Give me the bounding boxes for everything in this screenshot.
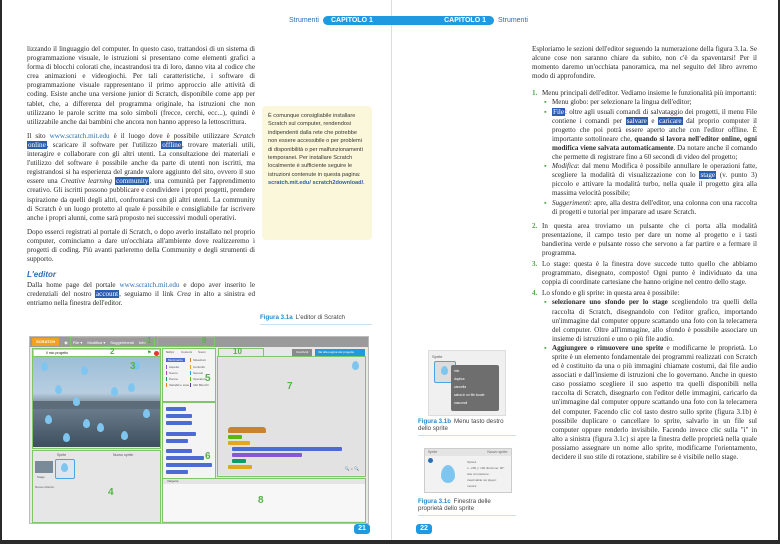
note-text: È comunque consigliabile installare Scratch sul computer, rendendosi indipendenti dalla rete che potrebbe non essere accessibile o per problemi di disponibilità o per malfunzionamenti temporanei. Per installare Scratch localmente è sufficiente seguire le istruzioni contenute in questa pagina:	[268, 113, 363, 178]
area-4-box	[32, 450, 161, 523]
book-spread	[2, 0, 778, 540]
text-run: : apre, alla destra dell'editor, una colonna con una raccolta di progetti e tutorial per imparare ad usare Scratch.	[552, 198, 757, 216]
text-run: e dopo aver inserito le credenziali del nostro	[27, 281, 255, 299]
scratch-link[interactable]: www.scratch.mit.edu	[49, 131, 110, 140]
sprite-context-menu-figure	[428, 350, 506, 416]
list-text: Lo sfondo e gli sprite: in questa area è possibile:	[542, 289, 680, 298]
properties-title: Sprite	[428, 450, 438, 454]
text-run: , una comunità per l'apprendimento creativo. Gli iscritti possono pubblicare e condividere i propri progetti, prendere ispirazione da quelli degli altri, confrontarsi con gli altri utenti. La community di Scratch è un luogo protetto al quale è possibile e consigliabile far iscrivere anche i propri alunni, come sarà proposto nei successivi moduli operativi.	[27, 177, 255, 222]
sub-list-item	[544, 298, 757, 343]
menu-suggerimenti: Suggerimenti	[110, 339, 134, 345]
zoom-controls-icon: 🔍 = 🔍	[344, 466, 359, 471]
page-gutter	[391, 0, 392, 540]
list-number: 3.	[532, 260, 538, 269]
area-number: 7	[287, 381, 293, 392]
list-item	[532, 289, 757, 462]
paragraph: Esploriamo le sezioni dell'editor seguendo la numerazione della figura 3.1a. Se alcune cose non saranno chiare da subito, non c'è da spaventarsi! Per il momento daremo un'occhiata panoramica, ma nel seguito del libro avremo modo di approfondire.	[532, 45, 757, 81]
show-option: mostra:	[467, 484, 478, 488]
sub-list-item	[544, 162, 757, 198]
list-text: In questa area troviamo un pulsante che ci porta alla modalità presentazione, il campo testo per dare un nome al progetto e i tasti bandierina verde e pulsante rosso che servono a far partire e a fermare il programma.	[542, 221, 757, 257]
text-run: : dal menu Modifica è possibile annullare le operazioni fatte, scegliere la modalità di visualizzazione con lo	[552, 162, 757, 180]
list-number: 4.	[532, 289, 538, 298]
new-sprite-label: Nuovo sprite:	[487, 450, 508, 454]
sprite-name-field: Sprite1	[467, 460, 477, 464]
info-icon	[428, 458, 433, 463]
sub-list-item: ▪ Menu globo: per selezionare la lingua dell'editor;	[544, 98, 757, 107]
menu-info: Info	[138, 339, 146, 345]
highlighted-term: caricare	[659, 116, 682, 125]
highlighted-term: File	[553, 107, 565, 116]
category-variabili: Variabili e Liste	[166, 383, 189, 387]
text-run: e modificarne le proprietà. Lo sprite è un elemento fondamentale dei programmi realizzati con Scratch ed è costituito da una o più immagini chiamate costumi, dai file audio associati e dall'insieme di istruzioni che lo governano. Anche in questo caso possiamo scegliere il suo aspetto tra quelli disponibili nella raccolta di Scratch, disegnarlo con l'editor delle immagini, caricarlo da un'immagine dal computer oppure scattando una foto con la telecamera del computer. Facendo clic col tasto destro sullo sprite (figura 3.1b) è possibile duplicare o cancellare lo sprite, salvarlo in un file sul computer oppure renderlo invisibile. Facendo invece clic sulla "i" in alto a sinistra (figura 3.1c) si apre la finestra delle proprietà nella quale possiamo assegnare un nome allo sprite, modificarne l'orientamento, decidere il suo stile di rotazione, stabilire se è visibile nello stage.	[552, 343, 757, 462]
text-run: Crea	[177, 290, 191, 299]
figure-caption-text: Finestra delle proprietà dello sprite	[418, 498, 491, 512]
paragraph	[27, 281, 255, 308]
context-menu-item: nascondi	[454, 401, 468, 405]
running-head-section: Strumenti	[289, 17, 319, 24]
sub-list-item	[544, 108, 757, 163]
tab-script: Script	[166, 350, 174, 354]
tab-costumi: Costumi	[181, 350, 193, 354]
green-flag-icon: ⚑	[147, 350, 152, 356]
text-run: scegliendolo tra quelli della raccolta di Scratch, disegnandolo con l'editor grafico, importando un'immagine dal computer oppure scattando una foto con la telecamera del computer. Oltre all'immagine, allo sfondo è possibile associare un insieme di istruzioni e uno o più file audio.	[552, 298, 758, 343]
list-number: 2.	[532, 221, 538, 230]
text-run: , scaricare il software per l'utilizzo	[46, 140, 162, 149]
area-number: 5	[205, 373, 211, 384]
highlighted-term: salvare	[626, 116, 647, 125]
menu-file: File ▾	[72, 339, 83, 345]
text-run: dal proprio computer il progetto che poi potrà essere aperto anche con l'editor offline. È importante sottolineare che,	[552, 116, 758, 143]
text-run: Il sito	[27, 131, 50, 140]
chapter-badge: CAPITOLO 1	[392, 16, 494, 25]
share-button: Condividi	[292, 349, 312, 356]
water-drop-icon	[441, 366, 448, 375]
text-run: : oltre agli usuali comandi di salvataggio dei progetti, il menu File contiene i comandi per	[552, 107, 757, 125]
text-run: e	[647, 116, 659, 125]
highlighted-term: offline	[162, 140, 181, 149]
download-link[interactable]: scratch.mit.edu/ scratch2download/	[268, 180, 364, 187]
page-number-left: 21	[354, 524, 370, 534]
text-run: Dalla home page del portale	[27, 281, 120, 290]
context-menu-item: info	[454, 369, 460, 373]
new-backdrop-label: Nuovo sfondo:	[35, 485, 55, 489]
sub-list	[544, 98, 757, 216]
note-box	[262, 106, 372, 240]
context-menu-item: duplica	[454, 377, 465, 381]
right-page-text	[532, 45, 757, 464]
sprites-label: Sprite	[57, 453, 67, 457]
figure-number: Figura 3.1a	[260, 314, 293, 321]
list-item	[532, 222, 757, 258]
page-number-right: 22	[416, 524, 432, 534]
figure-caption-3-1b	[418, 418, 516, 436]
area-number: 8	[258, 495, 264, 506]
scratch-editor-screenshot	[29, 336, 369, 524]
text-run: , trovare materiali utili, interagire e collaborare con gli altri utenti. La consultazione dei materiali e l'utilizzo del software è possibile anche da parte di utenti non iscritti, ma registrandosi si ha esperienza del grande valore aggiunto del sito, ovvero il suo essere una	[27, 140, 256, 186]
highlighted-term: community	[116, 177, 149, 186]
sprite-pane-title: Sprite	[432, 354, 443, 359]
bold-text: Aggiungere o rimuovere uno sprite	[552, 343, 664, 352]
category-sensori: Sensori	[190, 371, 203, 375]
bold-text: selezionare uno sfondo per lo stage	[552, 298, 668, 307]
running-head-section: Strumenti	[498, 17, 528, 24]
paragraph: lizzando il linguaggio del computer. In questo caso, trattandosi di un sistema di programmazione visuale, le istruzioni si presentano come elementi grafici a forma di blocchi colorati che, incastrandosi tra di loro, danno vita al codice che crea animazioni e videogiochi. Per tali caratteristiche, i software di programmazione visuale rappresentano il primo approccio alle attività di coding. Esiste anche una versione junior di Scratch, disponibile come app per tablet, che, a differenza del programma originale, ha istruzioni che non utilizzano le parole scritte ma solo simboli (frecce, cerchi, ecc...), quindi è utilizzabile anche dai bambini che ancora non hanno appreso la lettoscrittura.	[27, 45, 255, 126]
figure-number: Figura 3.1b	[418, 418, 452, 425]
text-run: Creative learning	[60, 177, 113, 186]
globe-icon: ◉	[64, 339, 68, 345]
scratch-logo: SCRATCH	[32, 338, 59, 346]
highlighted-term: stage	[700, 171, 716, 180]
text-run: , seguiamo il link	[119, 290, 178, 299]
list-item	[532, 260, 757, 287]
figure-caption-text: Menu tasto destro dello sprite	[418, 418, 504, 432]
rotation-style: stile di rotazione:	[467, 472, 490, 476]
area-number: 4	[108, 487, 114, 498]
paragraph	[27, 132, 255, 223]
area-7-box	[217, 356, 366, 477]
chapter-badge: CAPITOLO 1	[323, 16, 425, 25]
left-page-text	[27, 45, 255, 314]
note-text: .	[363, 180, 365, 187]
text-run: è il luogo dove è possibile utilizzare	[109, 131, 234, 140]
tab-suoni: Suoni	[198, 350, 206, 354]
category-operatori: Operatori	[190, 377, 206, 381]
paragraph: Dopo esserci registrati al portale di Scratch, o dopo averlo installato nel proprio computer, cominciamo a dare un'occhiata all'ambiente dove realizzeremo i progetti di coding. Più avanti parleremo della Community e degli strumenti di supporto.	[27, 227, 255, 264]
figure-caption-3-1a	[260, 314, 372, 325]
sprite-coords: x: -200 y: 100 direzione: 90°	[467, 466, 505, 470]
text-run: Scratch	[233, 131, 256, 140]
list-text: Menu principali dell'editor. Vediamo insieme le funzionalità più importanti:	[542, 89, 757, 98]
category-situazioni: Situazioni	[190, 358, 206, 362]
area-1-box	[70, 337, 155, 347]
section-heading: L'editor	[27, 270, 57, 280]
water-drop-icon	[441, 465, 455, 483]
text-run: (v. punto 3) piccolo e attivare la modalità turbo, nella quale il progetto gira alla massima velocità possibile;	[552, 171, 757, 198]
menu-modifica: Modifica ▾	[87, 339, 106, 345]
category-aspetto: Aspetto	[166, 365, 179, 369]
area-3-box	[32, 356, 161, 449]
context-menu-item: cancella	[454, 385, 467, 389]
category-penna: Penna	[166, 377, 178, 381]
area-number: 6	[205, 451, 211, 462]
area-8-box	[162, 478, 366, 523]
context-menu-item: salva in un file locale	[454, 393, 485, 397]
area-number: 9	[202, 336, 207, 345]
scratch-link[interactable]: www.scratch.mit.edu	[119, 281, 180, 290]
context-menu	[451, 365, 499, 411]
category-altri-blocchi: Altri Blocchi	[190, 383, 209, 387]
editor-sections-list	[532, 89, 757, 462]
running-head-right	[392, 16, 528, 25]
highlighted-term: account	[96, 290, 119, 299]
figure-caption-text: L'editor di Scratch	[295, 314, 346, 321]
bold-text: quando si lavora nell'editor online, ogni modifica viene salvata automaticamente	[552, 134, 758, 152]
sprite-properties-figure	[424, 448, 512, 493]
text-run: Modifica	[552, 162, 578, 171]
highlighted-term: online	[28, 140, 46, 149]
figure-caption-3-1c	[418, 498, 516, 516]
list-item	[532, 89, 757, 216]
draggable-option: trascinabile nel player:	[467, 478, 497, 482]
sub-list	[544, 298, 757, 462]
area-number: 1	[147, 336, 152, 345]
text-run: in alto a sinistra ed entriamo nella finestra dell'editor.	[27, 290, 255, 308]
area-number: 2	[110, 347, 115, 356]
stage-label: Stage	[37, 475, 45, 479]
category-movimento: Movimento	[168, 358, 183, 362]
sprite-properties	[467, 459, 504, 489]
properties-header	[425, 449, 511, 456]
text-run: Suggerimenti	[552, 198, 590, 207]
list-text: Lo stage: questa è la finestra dove succede tutto quello che abbiamo programmato, disegnato, composto! Ogni punto è individuato da una coppia di coordinate cartesiane che hanno origine nel centro dello stage.	[542, 260, 757, 287]
category-controllo: Controllo	[190, 365, 205, 369]
text-run: . Da notare anche il comando che permette di registrare fino a 60 secondi di video del progetto;	[552, 143, 757, 162]
list-number: 1.	[532, 89, 538, 98]
figure-number: Figura 3.1c	[418, 498, 451, 505]
project-title-field: Il mio progetto	[33, 349, 160, 357]
area-number: 10	[233, 347, 242, 356]
sub-list-item	[544, 199, 757, 217]
area-number: 3	[130, 361, 136, 372]
new-sprite-label: Nuovo sprite:	[113, 453, 134, 457]
backpack-label: Valigetta	[163, 479, 365, 484]
project-page-button: Vai alla pagina del progetto	[315, 349, 365, 356]
sub-list-item	[544, 344, 757, 462]
category-suono: Suono	[166, 371, 178, 375]
area-6-box	[162, 402, 216, 479]
